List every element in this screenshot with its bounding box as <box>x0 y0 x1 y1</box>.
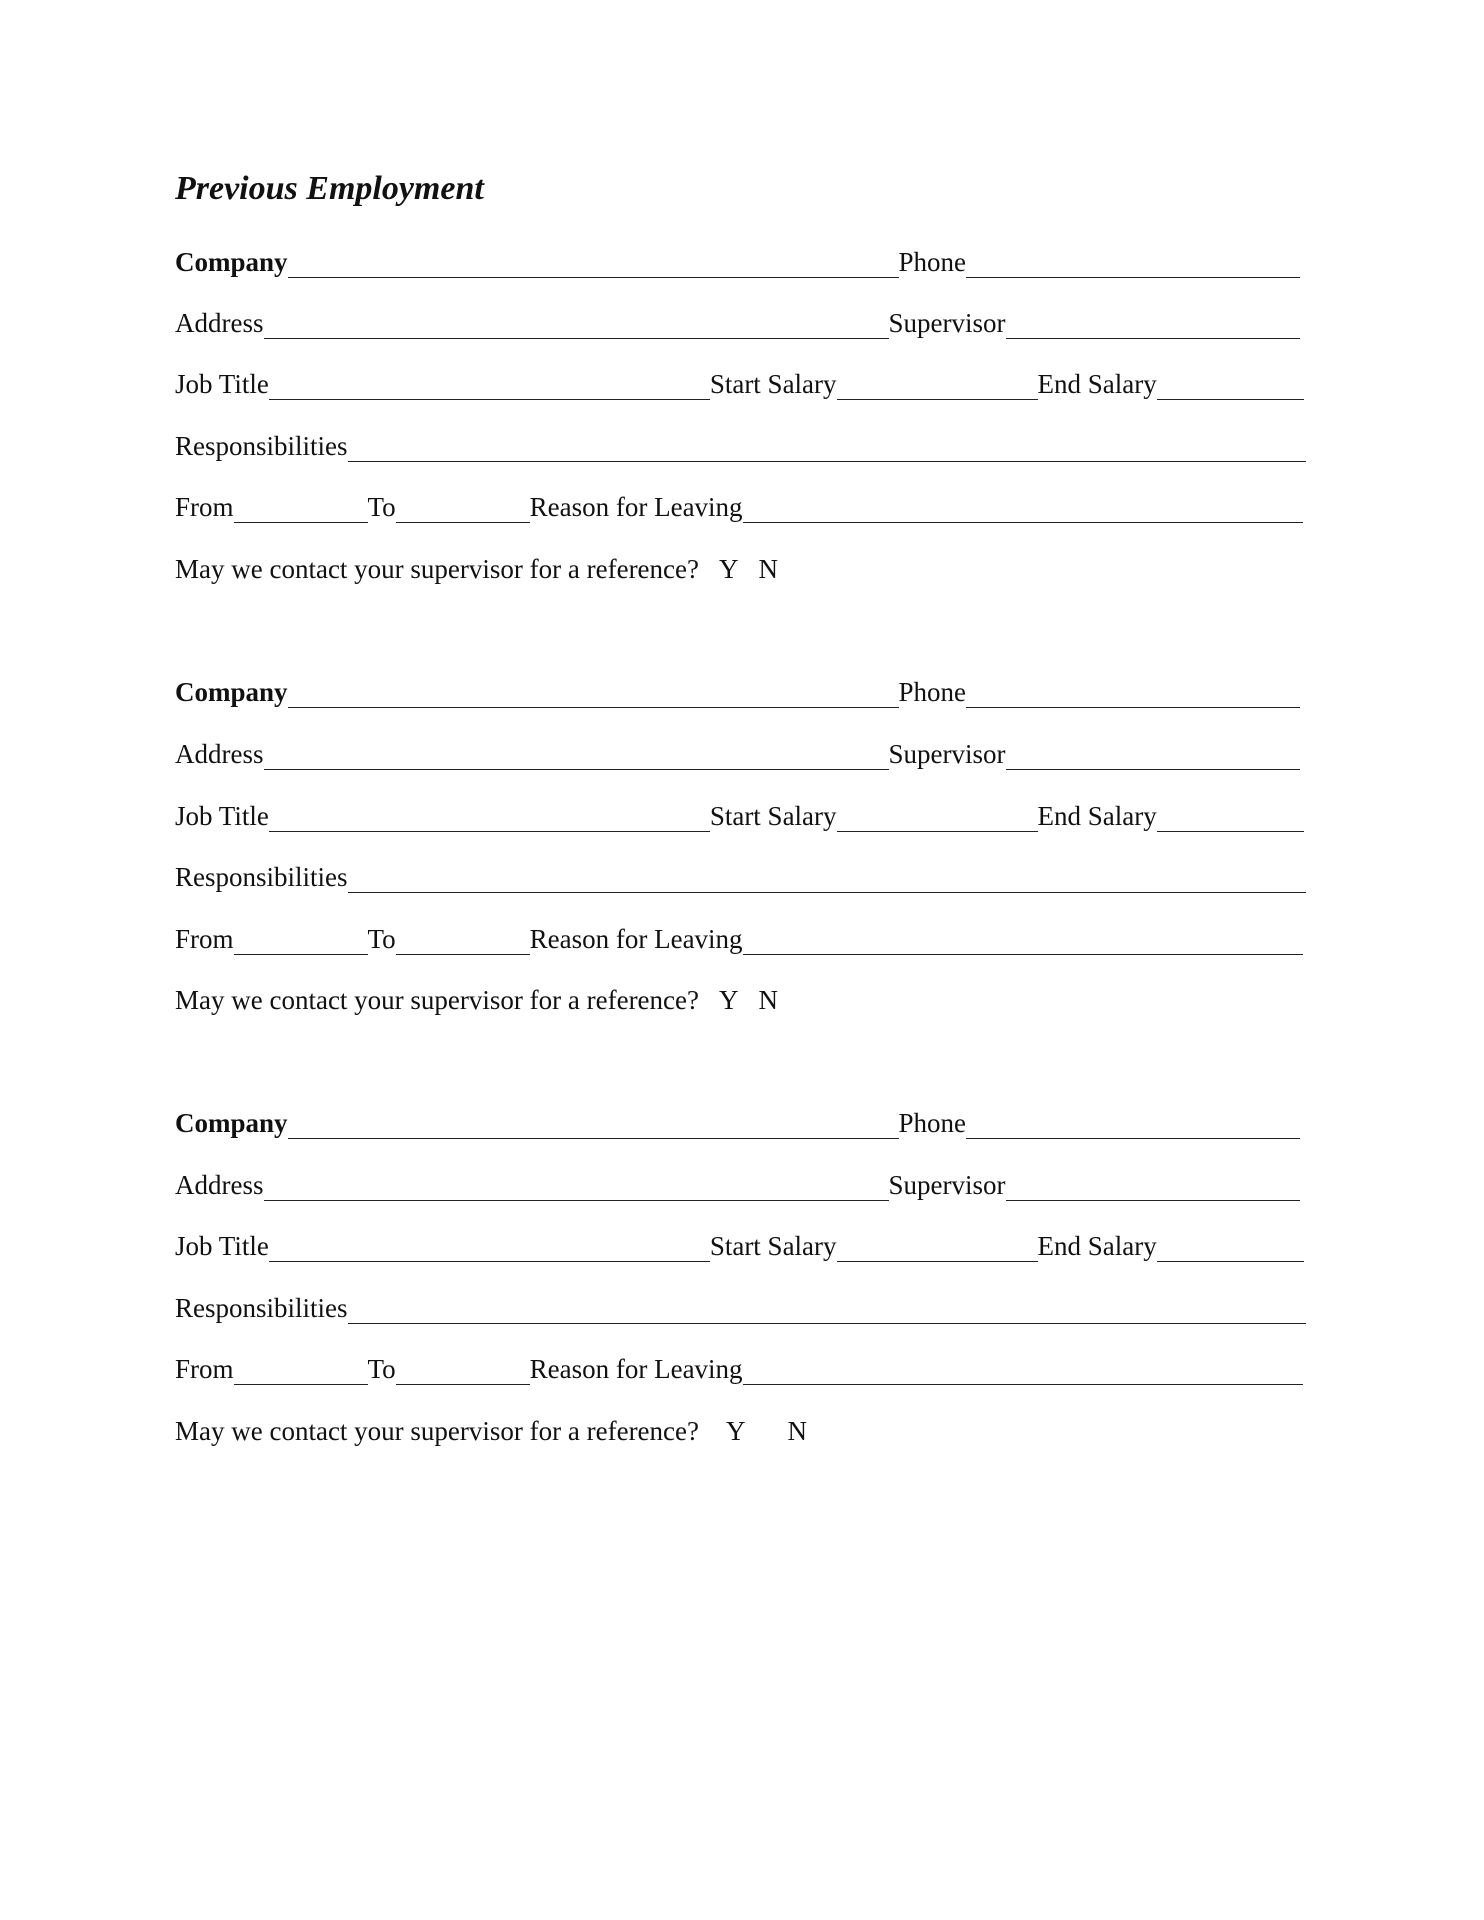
job-title-row <box>175 800 1304 832</box>
responsibilities-label: Responsibilities <box>175 1293 348 1323</box>
supervisor-label: Supervisor <box>888 308 1006 338</box>
reason-label: Reason for Leaving <box>529 492 743 522</box>
contact-no-option[interactable]: N <box>758 985 778 1015</box>
dates-row <box>175 923 1303 955</box>
supervisor-label: Supervisor <box>888 739 1006 769</box>
company-label: Company <box>175 247 288 277</box>
supervisor-field[interactable] <box>1006 745 1300 770</box>
company-label: Company <box>175 1108 288 1138</box>
dates-row <box>175 1353 1303 1385</box>
from-field[interactable] <box>234 498 368 523</box>
address-label: Address <box>175 739 264 769</box>
job-title-field[interactable] <box>269 807 710 832</box>
company-row <box>175 1107 1300 1139</box>
reason-label: Reason for Leaving <box>529 1354 743 1384</box>
contact-question: May we contact your supervisor for a reference? <box>175 985 699 1015</box>
job-title-field[interactable] <box>269 1237 710 1262</box>
start-salary-label: Start Salary <box>709 369 837 399</box>
from-field[interactable] <box>234 1360 368 1385</box>
company-row <box>175 676 1300 708</box>
company-field[interactable] <box>288 683 899 708</box>
end-salary-field[interactable] <box>1157 375 1304 400</box>
page-title: Previous Employment <box>175 170 484 207</box>
responsibilities-row <box>175 861 1306 893</box>
from-label: From <box>175 924 234 954</box>
job-title-row <box>175 368 1304 400</box>
contact-yes-option[interactable]: Y <box>726 1416 746 1446</box>
responsibilities-label: Responsibilities <box>175 862 348 892</box>
from-label: From <box>175 1354 234 1384</box>
reason-label: Reason for Leaving <box>529 924 743 954</box>
reason-field[interactable] <box>743 1360 1303 1385</box>
start-salary-field[interactable] <box>837 807 1038 832</box>
address-label: Address <box>175 308 264 338</box>
address-field[interactable] <box>264 314 889 339</box>
job-title-field[interactable] <box>269 375 710 400</box>
end-salary-label: End Salary <box>1037 801 1157 831</box>
reason-field[interactable] <box>743 930 1303 955</box>
address-row <box>175 1169 1300 1201</box>
supervisor-label: Supervisor <box>888 1170 1006 1200</box>
job-title-label: Job Title <box>175 801 269 831</box>
start-salary-label: Start Salary <box>709 801 837 831</box>
company-label: Company <box>175 677 288 707</box>
to-label: To <box>367 1354 396 1384</box>
address-label: Address <box>175 1170 264 1200</box>
end-salary-label: End Salary <box>1037 1231 1157 1261</box>
responsibilities-label: Responsibilities <box>175 431 348 461</box>
supervisor-field[interactable] <box>1006 1176 1300 1201</box>
phone-field[interactable] <box>966 253 1300 278</box>
job-title-label: Job Title <box>175 1231 269 1261</box>
start-salary-field[interactable] <box>837 1237 1038 1262</box>
address-row <box>175 738 1300 770</box>
from-field[interactable] <box>234 930 368 955</box>
from-label: From <box>175 492 234 522</box>
start-salary-field[interactable] <box>837 375 1038 400</box>
address-row <box>175 307 1300 339</box>
contact-row <box>175 984 778 1016</box>
contact-question: May we contact your supervisor for a reference? <box>175 1416 699 1446</box>
reason-field[interactable] <box>743 498 1303 523</box>
start-salary-label: Start Salary <box>709 1231 837 1261</box>
contact-row <box>175 1415 807 1447</box>
responsibilities-row <box>175 1292 1306 1324</box>
responsibilities-row <box>175 430 1306 462</box>
end-salary-field[interactable] <box>1157 807 1304 832</box>
to-field[interactable] <box>396 1360 530 1385</box>
address-field[interactable] <box>264 745 889 770</box>
end-salary-field[interactable] <box>1157 1237 1304 1262</box>
address-field[interactable] <box>264 1176 889 1201</box>
dates-row <box>175 491 1303 523</box>
company-field[interactable] <box>288 1114 899 1139</box>
to-field[interactable] <box>396 498 530 523</box>
contact-no-option[interactable]: N <box>787 1416 807 1446</box>
supervisor-field[interactable] <box>1006 314 1300 339</box>
responsibilities-field[interactable] <box>348 868 1306 893</box>
contact-row <box>175 553 778 585</box>
responsibilities-field[interactable] <box>348 437 1306 462</box>
company-field[interactable] <box>288 253 899 278</box>
job-title-row <box>175 1230 1304 1262</box>
to-label: To <box>367 492 396 522</box>
to-field[interactable] <box>396 930 530 955</box>
contact-no-option[interactable]: N <box>758 554 778 584</box>
phone-label: Phone <box>898 1108 967 1138</box>
contact-yes-option[interactable]: Y <box>719 554 739 584</box>
to-label: To <box>367 924 396 954</box>
contact-yes-option[interactable]: Y <box>719 985 739 1015</box>
phone-label: Phone <box>898 247 967 277</box>
company-row <box>175 246 1300 278</box>
responsibilities-field[interactable] <box>348 1299 1306 1324</box>
end-salary-label: End Salary <box>1037 369 1157 399</box>
phone-label: Phone <box>898 677 967 707</box>
contact-question: May we contact your supervisor for a reference? <box>175 554 699 584</box>
job-title-label: Job Title <box>175 369 269 399</box>
phone-field[interactable] <box>966 1114 1300 1139</box>
phone-field[interactable] <box>966 683 1300 708</box>
